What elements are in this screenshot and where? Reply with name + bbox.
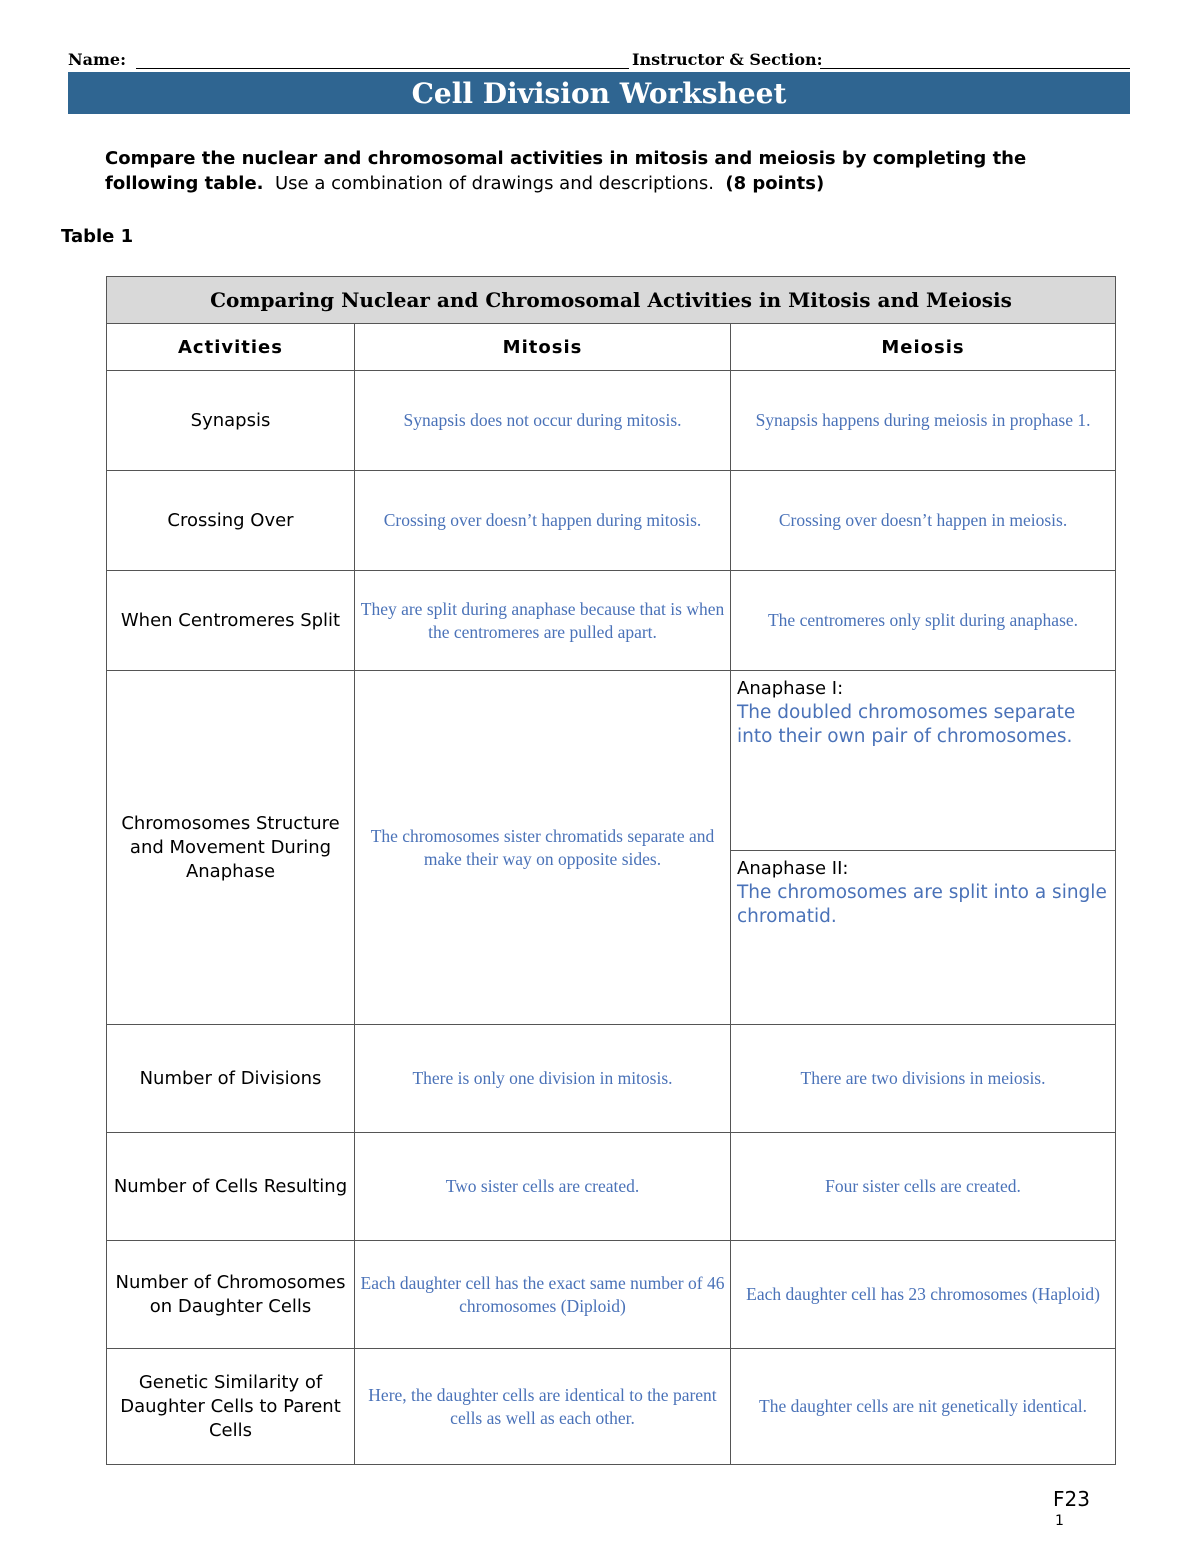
page-footer (1053, 1486, 1090, 1528)
name-label: Name: (68, 50, 127, 69)
instructor-field[interactable] (820, 68, 1130, 69)
anaphase-2-label: Anaphase II: (737, 858, 849, 879)
table-row (107, 1133, 1116, 1241)
table-row (107, 1025, 1116, 1133)
mitosis-answer[interactable]: Two sister cells are created. (355, 1133, 731, 1241)
activity-cell: When Centromeres Split (107, 571, 355, 671)
meiosis-answer[interactable]: There are two divisions in meiosis. (731, 1025, 1116, 1133)
activity-cell: Number of Chromosomes on Daughter Cells (107, 1241, 355, 1349)
column-header-mitosis: Mitosis (355, 324, 731, 371)
meiosis-anaphase-cell (731, 671, 1116, 1025)
mitosis-answer[interactable]: The chromosomes sister chromatids separate and make their way on opposite sides. (355, 671, 731, 1025)
activity-cell: Genetic Similarity of Daughter Cells to Parent Cells (107, 1349, 355, 1465)
mitosis-answer[interactable]: Synapsis does not occur during mitosis. (355, 371, 731, 471)
table-row (107, 571, 1116, 671)
instructions-points: (8 points) (725, 173, 825, 194)
meiosis-answer[interactable]: Synapsis happens during meiosis in prophase 1. (731, 371, 1116, 471)
instructions (105, 146, 1105, 196)
table-row (107, 371, 1116, 471)
mitosis-answer[interactable]: They are split during anaphase because that is when the centromeres are pulled apart. (355, 571, 731, 671)
instructor-label: Instructor & Section: (632, 50, 823, 69)
activity-cell: Number of Cells Resulting (107, 1133, 355, 1241)
page-number: 1 (1055, 1514, 1064, 1528)
header-line (68, 48, 1130, 72)
anaphase-2-section (731, 851, 1115, 1023)
table-row (107, 1349, 1116, 1465)
mitosis-answer[interactable]: Each daughter cell has the exact same number of 46 chromosomes (Diploid) (355, 1241, 731, 1349)
table-row (107, 471, 1116, 571)
instructions-normal: Use a combination of drawings and descriptions. (274, 173, 714, 194)
anaphase-1-label: Anaphase I: (737, 678, 844, 699)
mitosis-answer[interactable]: Crossing over doesn’t happen during mitosis. (355, 471, 731, 571)
mitosis-answer[interactable]: There is only one division in mitosis. (355, 1025, 731, 1133)
activity-cell: Number of Divisions (107, 1025, 355, 1133)
footer-code: F23 (1053, 1487, 1090, 1511)
meiosis-answer[interactable]: The centromeres only split during anaphase. (731, 571, 1116, 671)
activity-cell: Crossing Over (107, 471, 355, 571)
table-row (107, 1241, 1116, 1349)
activity-cell: Chromosomes Structure and Movement During Anaphase (107, 671, 355, 1025)
meiosis-answer[interactable]: Crossing over doesn’t happen in meiosis. (731, 471, 1116, 571)
table-row (107, 671, 1116, 1025)
instructions-bold: Compare the nuclear and chromosomal activities in mitosis and meiosis by completing the following table. (105, 148, 1027, 194)
meiosis-answer[interactable]: The daughter cells are nit genetically identical. (731, 1349, 1116, 1465)
column-header-activities: Activities (107, 324, 355, 371)
column-header-meiosis: Meiosis (731, 324, 1116, 371)
meiosis-answer[interactable]: Each daughter cell has 23 chromosomes (Haploid) (731, 1241, 1116, 1349)
anaphase-1-section (731, 671, 1115, 851)
activity-cell: Synapsis (107, 371, 355, 471)
anaphase-2-answer[interactable]: The chromosomes are split into a single chromatid. (737, 882, 1107, 927)
name-field[interactable] (136, 68, 629, 69)
table-label: Table 1 (61, 226, 134, 247)
mitosis-answer[interactable]: Here, the daughter cells are identical to the parent cells as well as each other. (355, 1349, 731, 1465)
table-caption: Comparing Nuclear and Chromosomal Activities in Mitosis and Meiosis (107, 277, 1116, 324)
page-title: Cell Division Worksheet (68, 72, 1130, 114)
anaphase-1-answer[interactable]: The doubled chromosomes separate into their own pair of chromosomes. (737, 702, 1076, 747)
comparison-table (106, 276, 1116, 1465)
meiosis-answer[interactable]: Four sister cells are created. (731, 1133, 1116, 1241)
